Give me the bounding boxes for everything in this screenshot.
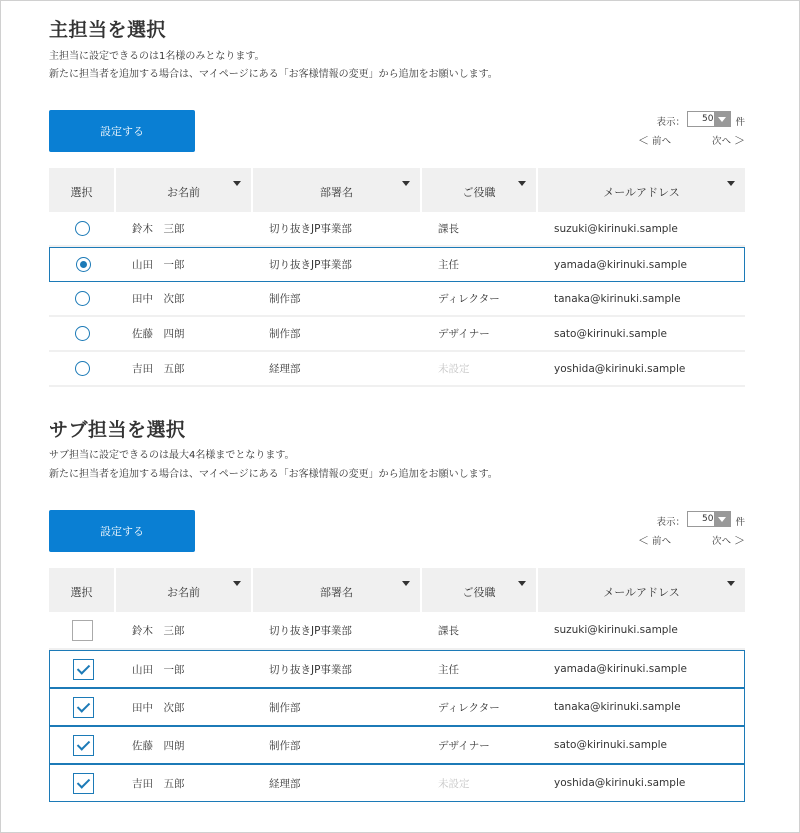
prev-page-label: 前へ (651, 536, 671, 547)
checkbox-checked[interactable] (73, 697, 94, 718)
select-cell[interactable] (49, 352, 116, 387)
table-row[interactable] (49, 317, 745, 352)
display-count-label: 表示： (656, 117, 685, 128)
sort-down-icon[interactable] (233, 581, 241, 586)
display-count-value: 50 (702, 514, 714, 524)
select-cell[interactable] (49, 317, 116, 352)
col-header-select (49, 568, 116, 612)
role-cell: デザイナー (422, 726, 538, 764)
col-header-label: お名前 (167, 186, 200, 199)
table-header-row (49, 168, 745, 212)
role-cell: 課長 (422, 212, 538, 247)
col-header-email[interactable] (538, 168, 745, 212)
select-cell[interactable] (49, 247, 116, 282)
main-contact-section (49, 1, 745, 396)
role-cell-unset: 未設定 (422, 352, 538, 387)
dept-cell: 経理部 (253, 764, 422, 802)
name-cell: 佐藤 四朗 (116, 726, 253, 764)
dept-cell: 制作部 (253, 282, 422, 317)
col-header-label: ご役職 (462, 186, 496, 199)
checkbox-checked[interactable] (73, 659, 94, 680)
col-header-role[interactable] (422, 168, 538, 212)
next-page-link[interactable] (712, 532, 745, 548)
sub-contact-table (49, 568, 745, 802)
next-page-label: 次へ (711, 536, 731, 547)
col-header-email[interactable] (538, 568, 745, 612)
chevron-left-icon: ＜ (637, 534, 649, 547)
role-cell-unset: 未設定 (422, 764, 538, 802)
name-cell: 山田 一郎 (116, 650, 253, 688)
col-header-label: 部署名 (320, 186, 353, 199)
email-cell: yamada@kirinuki.sample (538, 650, 745, 688)
chevron-right-icon: ＞ (734, 534, 745, 547)
next-page-link[interactable] (712, 132, 745, 148)
dept-cell: 切り抜きJP事業部 (253, 212, 422, 247)
name-cell: 鈴木 三郎 (116, 212, 253, 247)
name-cell: 田中 次郎 (116, 282, 253, 317)
email-cell: yoshida@kirinuki.sample (538, 352, 745, 387)
email-cell: sato@kirinuki.sample (538, 317, 745, 352)
prev-page-label: 前へ (651, 136, 671, 147)
dept-cell: 経理部 (253, 352, 422, 387)
radio-button[interactable] (75, 221, 90, 236)
display-count-select[interactable] (687, 111, 731, 127)
email-cell: yamada@kirinuki.sample (538, 247, 745, 282)
dept-cell: 制作部 (253, 688, 422, 726)
prev-page-link[interactable] (638, 132, 671, 148)
select-cell[interactable] (49, 650, 116, 688)
select-cell[interactable] (49, 726, 116, 764)
display-count-label: 表示： (656, 517, 685, 528)
display-count-unit: 件 (735, 517, 745, 528)
checkbox-checked[interactable] (73, 773, 94, 794)
email-cell: suzuki@kirinuki.sample (538, 612, 745, 650)
role-cell: ディレクター (422, 282, 538, 317)
display-count-select[interactable] (687, 511, 731, 527)
role-cell: デザイナー (422, 317, 538, 352)
name-cell: 佐藤 四朗 (116, 317, 253, 352)
main-section-title: 主担当を選択 (49, 19, 167, 41)
table-row-checked[interactable] (49, 688, 745, 726)
main-contact-table (49, 168, 745, 387)
col-header-label: 選択 (70, 186, 93, 199)
select-cell[interactable] (49, 688, 116, 726)
table-row[interactable] (49, 612, 745, 650)
name-cell: 吉田 五郎 (116, 764, 253, 802)
sub-set-button[interactable]: 設定する (49, 510, 195, 552)
sort-down-icon[interactable] (233, 181, 241, 186)
email-cell: sato@kirinuki.sample (538, 726, 745, 764)
col-header-name[interactable] (116, 568, 253, 612)
col-header-select (49, 168, 116, 212)
email-cell: suzuki@kirinuki.sample (538, 212, 745, 247)
table-row[interactable] (49, 352, 745, 387)
chevron-right-icon: ＞ (734, 134, 745, 147)
sort-down-icon[interactable] (727, 181, 735, 186)
radio-button-selected[interactable] (76, 257, 91, 272)
col-header-dept[interactable] (253, 568, 422, 612)
display-count-value: 50 (702, 114, 714, 124)
role-cell: 主任 (422, 247, 538, 282)
display-count-unit: 件 (735, 117, 745, 128)
dept-cell: 制作部 (253, 726, 422, 764)
radio-button[interactable] (75, 291, 90, 306)
dept-cell: 切り抜きJP事業部 (253, 612, 422, 650)
prev-page-link[interactable] (638, 532, 671, 548)
sort-down-icon[interactable] (402, 181, 410, 186)
select-cell[interactable] (49, 212, 116, 247)
dept-cell: 切り抜きJP事業部 (253, 247, 422, 282)
sort-down-icon[interactable] (402, 581, 410, 586)
main-description-1: 主担当に設定できるのは1名様のみとなります。 (49, 51, 265, 62)
sub-paging (615, 511, 745, 547)
main-paging (615, 111, 745, 147)
col-header-label: 部署名 (320, 586, 353, 599)
chevron-down-icon (714, 112, 730, 126)
dept-cell: 制作部 (253, 317, 422, 352)
sort-down-icon[interactable] (518, 581, 526, 586)
table-row-checked[interactable] (49, 764, 745, 802)
role-cell: 主任 (422, 650, 538, 688)
col-header-label: メールアドレス (603, 186, 680, 199)
sort-down-icon[interactable] (518, 181, 526, 186)
table-row-selected[interactable] (49, 247, 745, 282)
select-cell[interactable] (49, 612, 116, 650)
main-description-2: 新たに担当者を追加する場合は、マイページにある「お客様情報の変更」から追加をお願いします。 (49, 69, 498, 80)
sub-description-2: 新たに担当者を追加する場合は、マイページにある「お客様情報の変更」から追加をお願いします。 (49, 469, 498, 480)
name-cell: 鈴木 三郎 (116, 612, 253, 650)
radio-button[interactable] (75, 326, 90, 341)
sort-down-icon[interactable] (727, 581, 735, 586)
select-cell[interactable] (49, 764, 116, 802)
sub-description-1: サブ担当に設定できるのは最大4名様までとなります。 (49, 450, 295, 461)
col-header-label: お名前 (167, 586, 200, 599)
table-row-checked[interactable] (49, 726, 745, 764)
sub-section-title: サブ担当を選択 (49, 419, 186, 441)
table-header-row (49, 568, 745, 612)
role-cell: 課長 (422, 612, 538, 650)
chevron-down-icon (714, 512, 730, 526)
checkbox-checked[interactable] (73, 735, 94, 756)
email-cell: yoshida@kirinuki.sample (538, 764, 745, 802)
sub-contact-section (49, 401, 745, 826)
radio-button[interactable] (75, 361, 90, 376)
col-header-dept[interactable] (253, 168, 422, 212)
col-header-label: ご役職 (462, 586, 496, 599)
table-row[interactable] (49, 282, 745, 317)
name-cell: 吉田 五郎 (116, 352, 253, 387)
main-set-button[interactable]: 設定する (49, 110, 195, 152)
col-header-label: メールアドレス (603, 586, 680, 599)
chevron-left-icon: ＜ (637, 134, 649, 147)
select-cell[interactable] (49, 282, 116, 317)
role-cell: ディレクター (422, 688, 538, 726)
table-row[interactable] (49, 212, 745, 247)
checkbox[interactable] (72, 620, 93, 641)
dept-cell: 切り抜きJP事業部 (253, 650, 422, 688)
table-row-checked[interactable] (49, 650, 745, 688)
name-cell: 山田 一郎 (116, 247, 253, 282)
col-header-role[interactable] (422, 568, 538, 612)
email-cell: tanaka@kirinuki.sample (538, 688, 745, 726)
col-header-name[interactable] (116, 168, 253, 212)
next-page-label: 次へ (711, 136, 731, 147)
email-cell: tanaka@kirinuki.sample (538, 282, 745, 317)
name-cell: 田中 次郎 (116, 688, 253, 726)
col-header-label: 選択 (70, 586, 93, 599)
